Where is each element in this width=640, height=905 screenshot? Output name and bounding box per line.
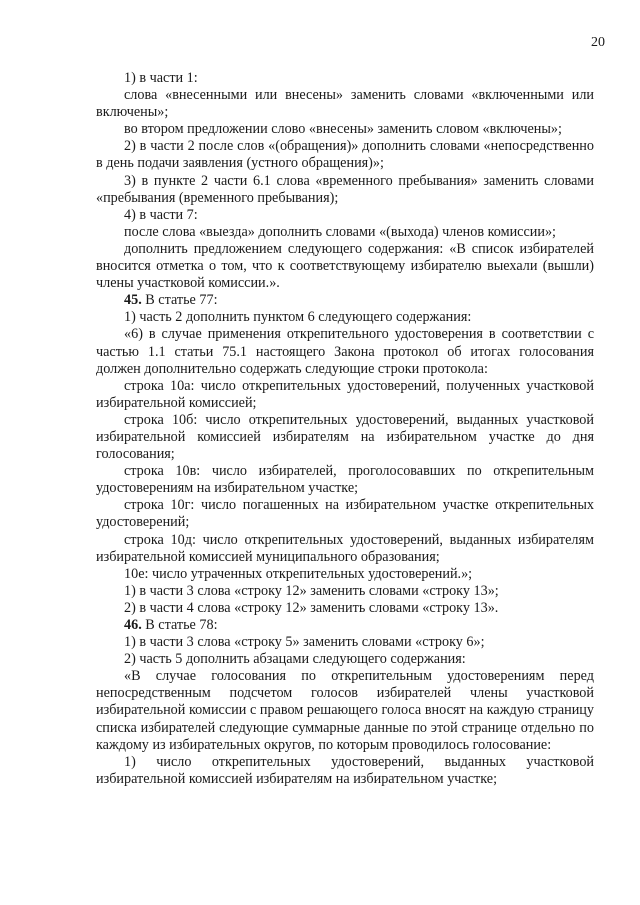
paragraph-21: 1) в части 3 слова «строку 5» заменить словами «строку 6»; bbox=[124, 634, 485, 651]
article-46-text: В статье 78: bbox=[145, 617, 218, 633]
paragraph-3: во втором предложении слово «внесены» заменить словом «включены»; bbox=[124, 121, 562, 138]
paragraph-8: дополнить предложением следующего содержания: «В список избирателей вносится отметка о том, что к соответствующему избирателю выехали (вышли) члены участковой комиссии.». bbox=[96, 240, 594, 292]
paragraph-18: 1) в части 3 слова «строку 12» заменить словами «строку 13»; bbox=[124, 582, 499, 599]
paragraph-10: 1) часть 2 дополнить пунктом 6 следующего содержания: bbox=[124, 309, 472, 326]
paragraph-12: строка 10а: число открепительных удостоверений, полученных участковой избирательной комиссией; bbox=[96, 377, 594, 411]
paragraph-7: после слова «выезда» дополнить словами «(выхода) членов комиссии»; bbox=[124, 223, 556, 240]
page-number: 20 bbox=[591, 35, 605, 50]
paragraph-24: 1) число открепительных удостоверений, выданных участковой избирательной комиссией избирателям на избирательном участке; bbox=[96, 753, 594, 787]
document-body bbox=[96, 70, 594, 788]
paragraph-4: 2) в части 2 после слов «(обращения)» дополнить словами «непосредственно в день подачи заявления (устного обращения)»; bbox=[96, 138, 594, 172]
article-45-number: 45. bbox=[124, 292, 142, 309]
paragraph-23: «В случае голосования по открепительным удостоверениям перед непосредственным подсчетом голосов избирателей члены участковой избирательной комиссии с правом решающего голоса вносят на каждую страницу списка избирателей следующие суммарные данные по этой странице отдельно по каждому из избирательных округов, по которым проводилось голосование: bbox=[96, 668, 594, 753]
paragraph-17: 10е: число утраченных открепительных удостоверений.»; bbox=[124, 565, 473, 582]
paragraph-19: 2) в части 4 слова «строку 12» заменить словами «строку 13». bbox=[124, 599, 499, 616]
paragraph-22: 2) часть 5 дополнить абзацами следующего содержания: bbox=[124, 651, 466, 668]
article-45-heading bbox=[96, 292, 594, 309]
paragraph-13: строка 10б: число открепительных удостоверений, выданных участковой избирательной комиссией избирателям на избирательном участке до дня голосования; bbox=[96, 411, 594, 463]
paragraph-6: 4) в части 7: bbox=[124, 206, 198, 223]
article-46-heading bbox=[96, 617, 594, 634]
article-45-text: В статье 77: bbox=[145, 292, 218, 309]
article-46-number: 46. bbox=[124, 617, 142, 633]
paragraph-16: строка 10д: число открепительных удостоверений, выданных избирателям избирательной комиссией муниципального образования; bbox=[96, 531, 594, 565]
paragraph-11: «6) в случае применения открепительного удостоверения в соответствии с частью 1.1 статьи 75.1 настоящего Закона протокол об итогах голосования должен дополнительно содержать следующие строки протокола: bbox=[96, 326, 594, 377]
paragraph-2: слова «внесенными или внесены» заменить словами «включенными или включены»; bbox=[96, 87, 594, 121]
paragraph-15: строка 10г: число погашенных на избирательном участке открепительных удостоверений; bbox=[96, 497, 594, 531]
paragraph-14: строка 10в: число избирателей, проголосовавших по открепительным удостоверениям на избирательном участке; bbox=[96, 463, 594, 497]
paragraph-5: 3) в пункте 2 части 6.1 слова «временного пребывания» заменить словами «пребывания (временного пребывания); bbox=[96, 172, 594, 206]
paragraph-1: 1) в части 1: bbox=[124, 70, 198, 86]
